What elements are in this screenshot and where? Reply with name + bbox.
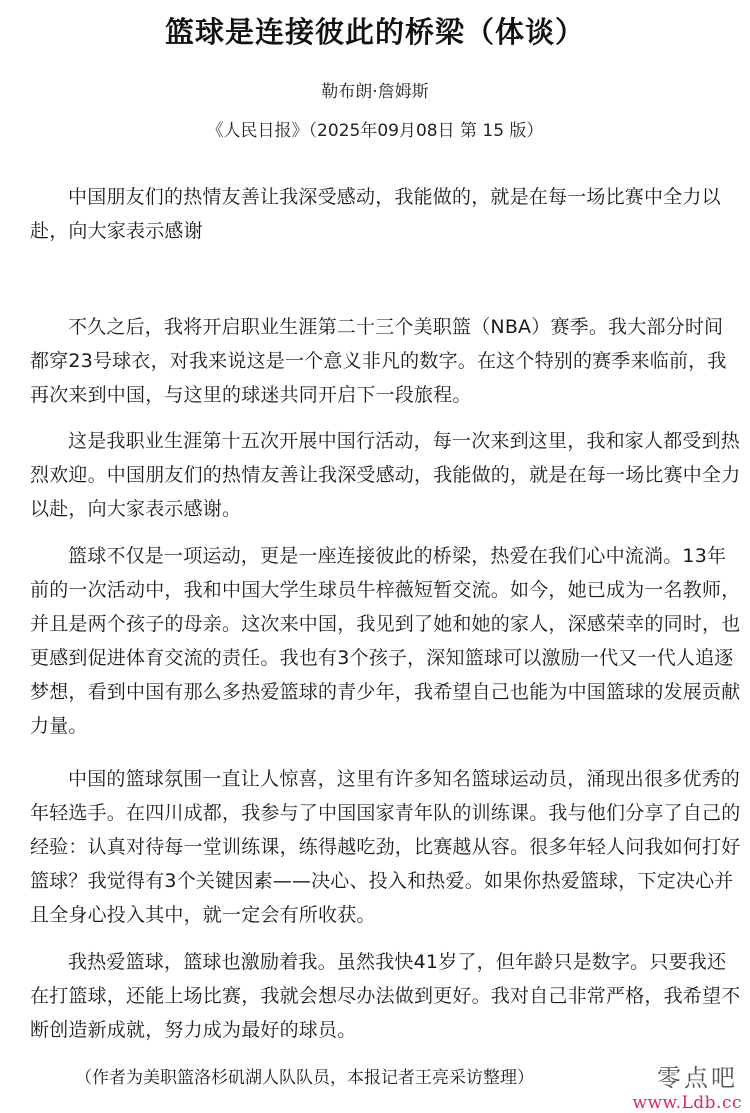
body-paragraph: 中国的篮球氛围一直让人惊喜，这里有许多知名篮球运动员，涌现出很多优秀的年轻选手。在四川成都，我参与了中国国家青年队的训练课。我与他们分享了自己的经验：认真对待每一堂训练课，练得越吃劲，比赛越从容。很多年轻人问我如何打好篮球？我觉得有3个关键因素——决心、投入和热爱。如果你热爱篮球，下定决心并且全身心投入其中，就一定会有所收获。 (30, 768, 741, 926)
body-paragraph: 不久之后，我将开启职业生涯第二十三个美职篮（NBA）赛季。我大部分时间都穿23号球衣，对我来说这是一个意义非凡的数字。在这个特别的赛季来临前，我再次来到中国，与这里的球迷共同开启下一段旅程。 (30, 316, 727, 406)
site-watermark (632, 1058, 742, 1113)
body-paragraph: 我热爱篮球，篮球也激励着我。虽然我快41岁了，但年龄只是数字。只要我还在打篮球，还能上场比赛，我就会想尽办法做到更好。我对自己非常严格，我希望不断创造新成就，努力成为最好的球员。 (30, 951, 741, 1041)
watermark-url: www.Ldb.cc (632, 1093, 742, 1113)
watermark-site-name: 零点吧 (657, 1064, 738, 1092)
article-author: 勒布朗·詹姆斯 (321, 82, 429, 102)
article-source: 《人民日报》（2025年09月08日 第 15 版） (206, 121, 544, 141)
author-note: （作者为美职篮洛杉矶湖人队队员，本报记者王亮采访整理） (75, 1068, 534, 1088)
body-paragraph: 篮球不仅是一项运动，更是一座连接彼此的桥梁，热爱在我们心中流淌。13年前的一次活动中，我和中国大学生球员牛梓薇短暂交流。如今，她已成为一名教师，并且是两个孩子的母亲。这次来中国，我见到了她和她的家人，深感荣幸的同时，也更感到促进体育交流的责任。我也有3个孩子，深知篮球可以激励一代又一代人追逐梦想，看到中国有那么多热爱篮球的青少年，我希望自己也能为中国篮球的发展贡献力量。 (30, 545, 741, 737)
article-title: 篮球是连接彼此的桥梁（体谈） (164, 15, 585, 49)
lead-paragraph: 中国朋友们的热情友善让我深受感动，我能做的，就是在每一场比赛中全力以赴，向大家表示感谢 (30, 186, 721, 242)
body-paragraph: 这是我职业生涯第十五次开展中国行活动，每一次来到这里，我和家人都受到热烈欢迎。中国朋友们的热情友善让我深受感动，我能做的，就是在每一场比赛中全力以赴，向大家表示感谢。 (30, 430, 741, 520)
